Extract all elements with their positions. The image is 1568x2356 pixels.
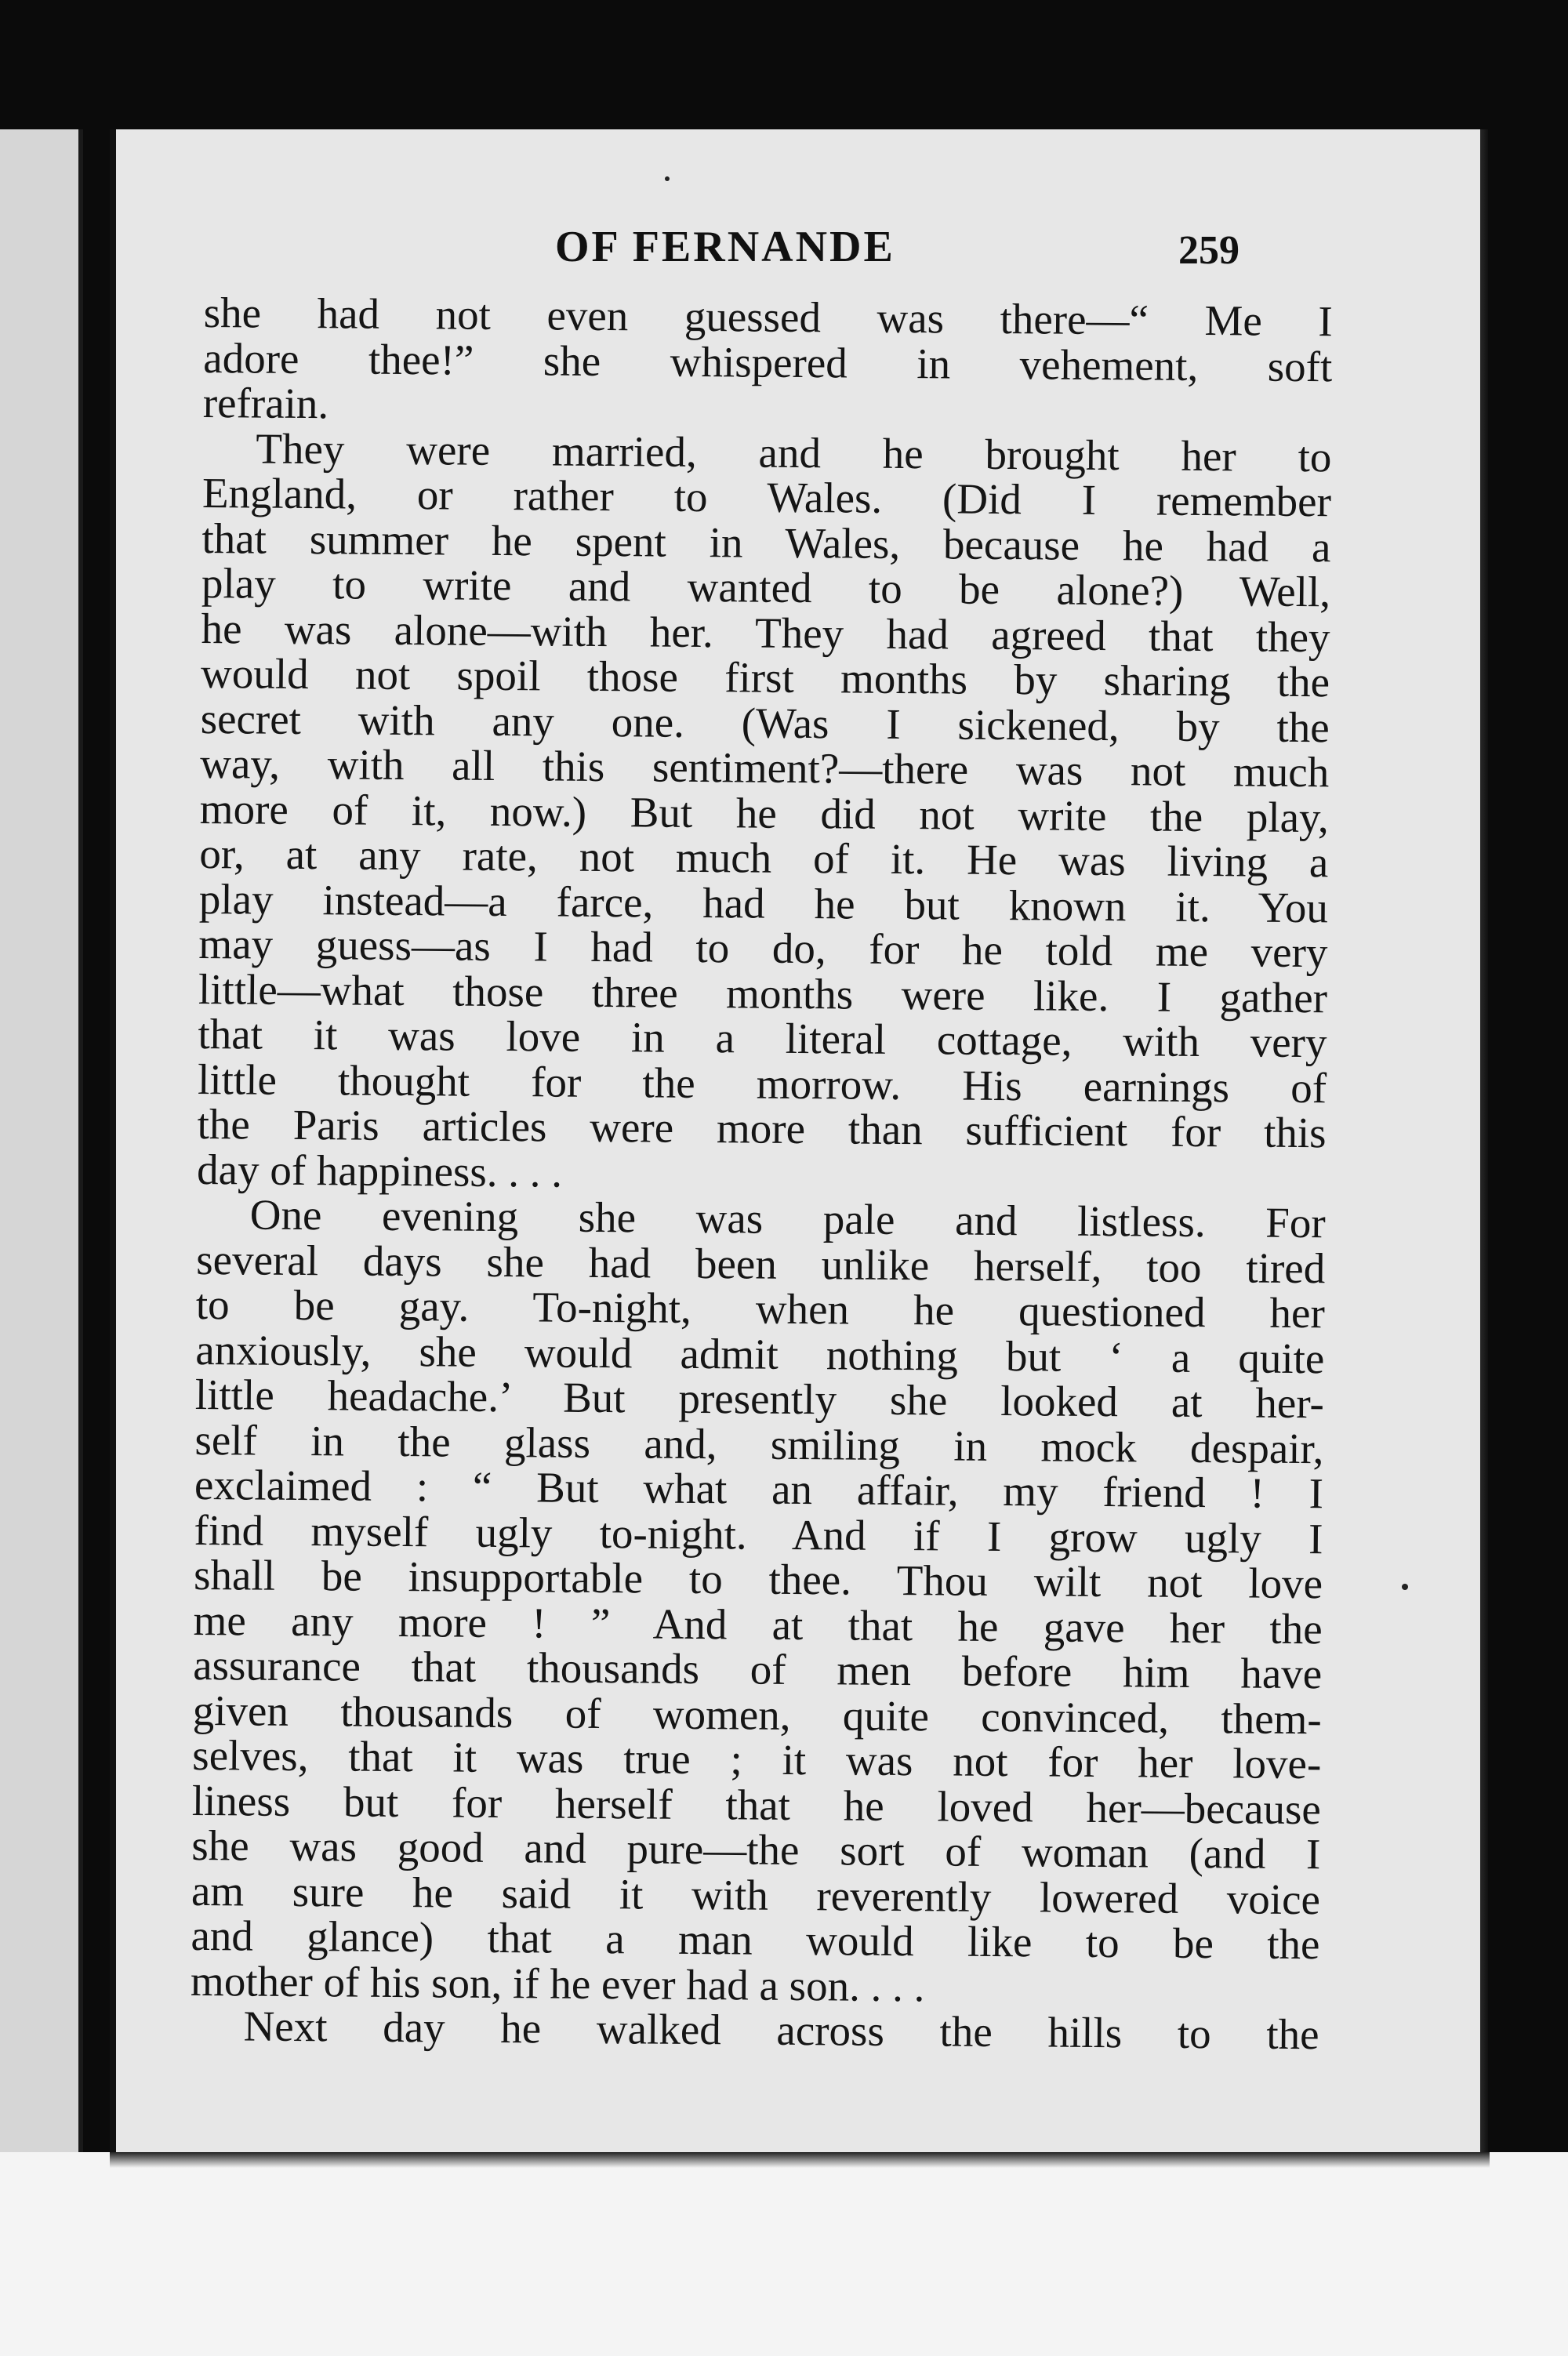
previous-page-edge (0, 129, 83, 2164)
text-line: may guess—as I had to do, for he told me very (198, 919, 1328, 977)
text-line: way, with all this sentiment?—there was not much (200, 739, 1330, 797)
scan-top-border (0, 0, 1568, 129)
text-line: the Paris articles were more than sufficient for this (197, 1099, 1327, 1157)
text-line: adore thee!” she whispered in vehement, soft (203, 333, 1333, 390)
text-line: They were married, and he brought her to (256, 424, 1332, 481)
text-line: selves, that it was true ; it was not for her love- (192, 1730, 1322, 1788)
text-line: that summer he spent in Wales, because he had a (201, 514, 1331, 571)
text-line: anxiously, she would admit nothing but ‘ a quite (195, 1325, 1325, 1382)
text-line: several days she had been unlike herself, too tired (196, 1235, 1326, 1292)
text-line: liness but for herself that he loved her—because (191, 1776, 1322, 1833)
text-line: she had not even guessed was there—“ Me I (203, 289, 1333, 346)
text-line: day of happiness. . . . (196, 1145, 563, 1196)
text-line: assurance that thousands of men before him have (192, 1640, 1323, 1698)
running-head: OF FERNANDE (555, 223, 895, 271)
text-line: she was good and pure—the sort of woman (and I (191, 1821, 1321, 1879)
text-line: to be gay. To-night, when he questioned her (195, 1280, 1326, 1338)
text-line: Next day he walked across the hills to the (243, 2002, 1319, 2059)
text-line: or, at any rate, not much of it. He was living a (199, 829, 1329, 887)
text-line: find myself ugly to-night. And if I grow ugly I (194, 1505, 1323, 1563)
text-line: and glance) that a man would like to be the (191, 1911, 1320, 1969)
text-line: play to write and wanted to be alone?) Well, (201, 558, 1331, 616)
text-line: me any more ! ” And at that he gave her the (193, 1595, 1323, 1653)
text-line: that it was love in a literal cottage, with very (198, 1009, 1327, 1067)
text-line: refrain. (202, 378, 329, 428)
text-line: play instead—a farce, had he but known it. You (198, 874, 1329, 931)
text-line: England, or rather to Wales. (Did I remember (201, 468, 1332, 526)
text-line: exclaimed : “ But what an affair, my friend ! I (194, 1460, 1324, 1518)
text-line: self in the glass and, smiling in mock despair, (194, 1415, 1324, 1472)
text-line: little headache.’ But presently she looked at her- (194, 1370, 1325, 1428)
text-line: he was alone—with her. They had agreed that they (201, 604, 1330, 661)
scan-bottom-margin (0, 2152, 1568, 2356)
page-bottom-shadow (110, 2152, 1490, 2168)
text-line: little thought for the morrow. His earnings of (197, 1055, 1327, 1112)
scan-speck (1402, 1584, 1408, 1590)
scan-right-border (1474, 0, 1568, 2164)
book-page (110, 129, 1480, 2152)
text-line: secret with any one. (Was I sickened, by the (200, 694, 1330, 751)
text-line: would not spoil those first months by sharing the (200, 648, 1330, 706)
text-line: am sure he said it with reverently lowered voice (191, 1866, 1321, 1923)
text-line: mother of his son, if he ever had a son. . . . (190, 1956, 925, 2010)
text-line: more of it, now.) But he did not write the play, (199, 784, 1330, 841)
text-line: given thousands of women, quite convinced, them- (192, 1686, 1322, 1743)
body-text (190, 290, 1333, 2057)
text-line: shall be insupportable to thee. Thou wilt not love (193, 1550, 1323, 1608)
text-line: One evening she was pale and listless. For (249, 1190, 1326, 1247)
page-number: 259 (1178, 228, 1240, 273)
text-line: little—what those three months were like. I gather (198, 964, 1328, 1022)
scan-speck (665, 176, 670, 181)
